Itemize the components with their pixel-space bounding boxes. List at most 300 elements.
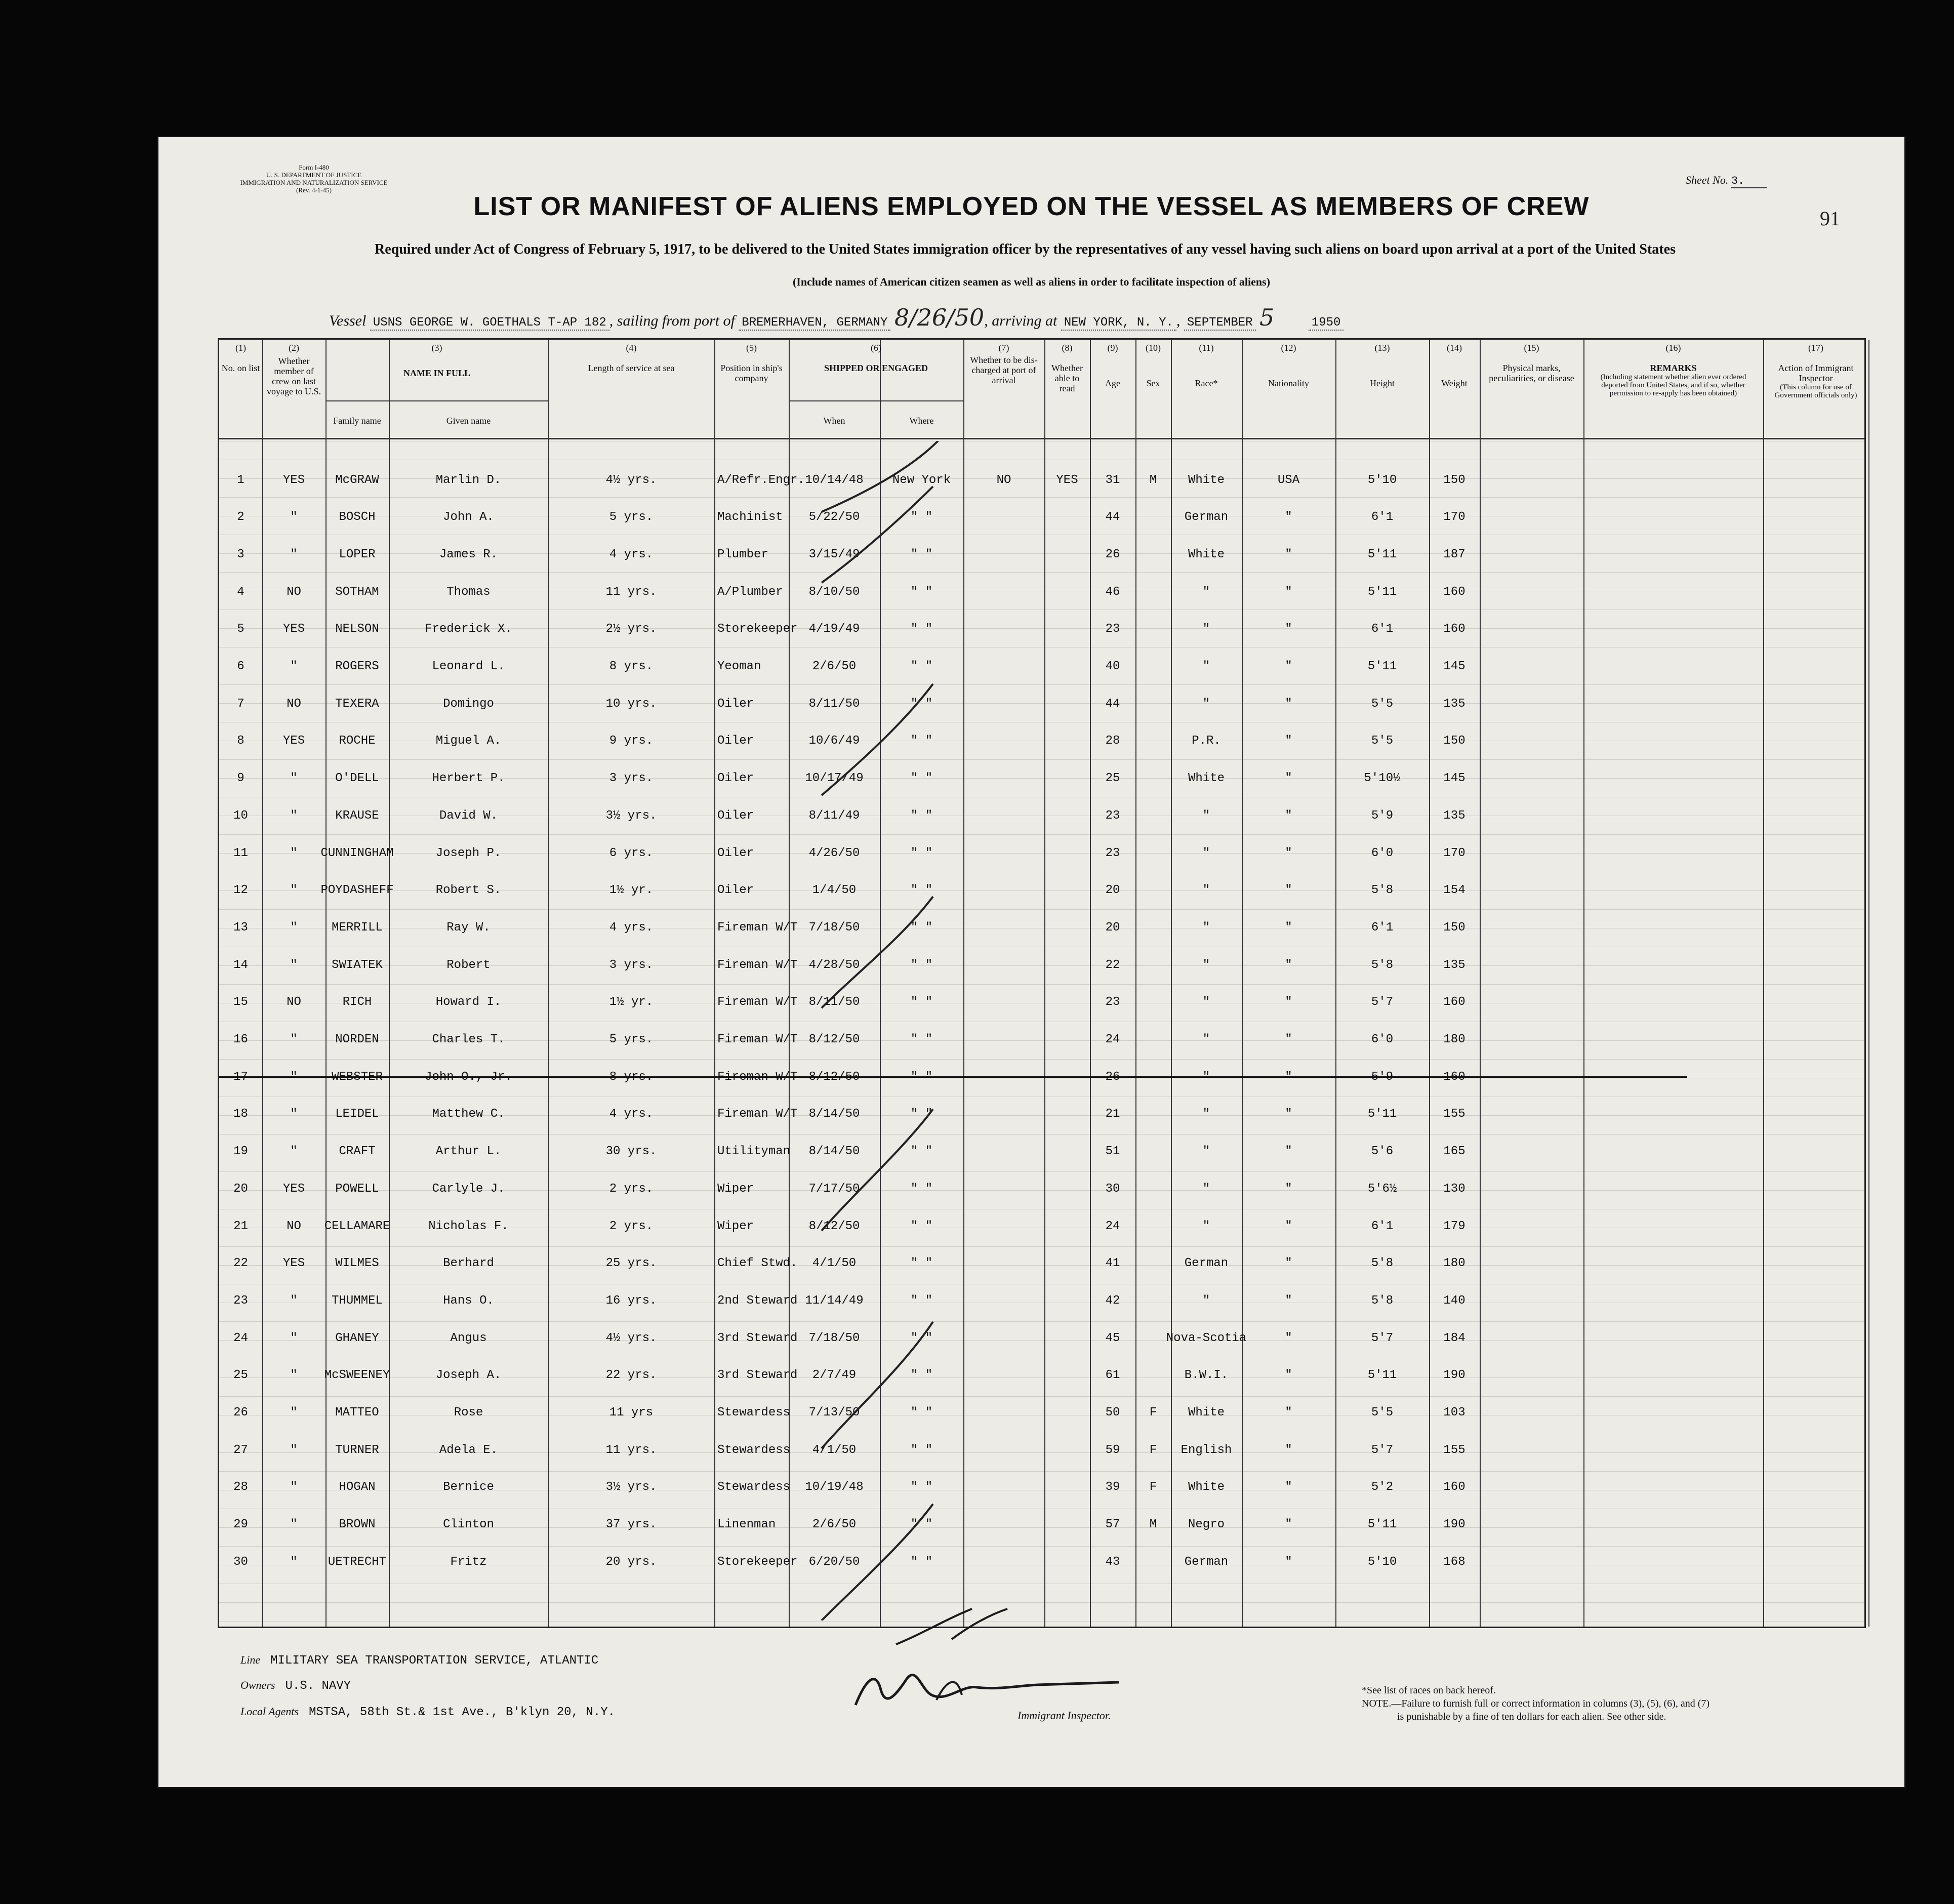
shipped-where: " " bbox=[910, 547, 933, 561]
shipped-when: 4/19/49 bbox=[808, 622, 860, 636]
nationality: " bbox=[1285, 808, 1292, 823]
service-length: 4 yrs. bbox=[609, 547, 654, 561]
previous-voyage: NO bbox=[287, 697, 301, 711]
position: Stewardess bbox=[717, 1406, 791, 1420]
discharged bbox=[963, 760, 1044, 797]
race: " bbox=[1202, 1070, 1210, 1084]
service-length: 5 yrs. bbox=[609, 1033, 654, 1046]
discharged bbox=[963, 1096, 1044, 1133]
pen-mark bbox=[891, 1604, 1012, 1649]
race: B.W.I. bbox=[1184, 1368, 1229, 1383]
family-name: ROGERS bbox=[335, 660, 379, 673]
race: German bbox=[1184, 1555, 1229, 1569]
col-header-nationality: (12) Nationality bbox=[1268, 343, 1309, 388]
given-name: Howard I. bbox=[435, 995, 502, 1009]
shipped-when: 10/14/48 bbox=[805, 473, 864, 487]
given-name: Fritz bbox=[450, 1555, 487, 1569]
race: White bbox=[1188, 1406, 1225, 1420]
sex: F bbox=[1149, 1480, 1157, 1494]
given-name: Charles T. bbox=[432, 1033, 505, 1046]
line-label: Line bbox=[240, 1653, 261, 1666]
given-name: Adela E. bbox=[439, 1443, 498, 1457]
weight: 150 bbox=[1443, 734, 1465, 748]
row-number: 1 bbox=[237, 473, 245, 487]
shipped-when: 10/17/49 bbox=[805, 772, 864, 786]
height: 5'11 bbox=[1367, 547, 1397, 561]
able-to-read bbox=[1044, 909, 1090, 946]
race: White bbox=[1188, 547, 1225, 561]
races-note: *See list of races on back hereof. bbox=[1362, 1685, 1496, 1696]
penalty-note-continued: is punishable by a fine of ten dollars for each alien. See other side. bbox=[1397, 1711, 1666, 1722]
shipped-when: 8/12/50 bbox=[808, 1033, 860, 1046]
form-identifier bbox=[233, 164, 395, 194]
previous-voyage: YES bbox=[282, 1182, 305, 1196]
family-name: WILMES bbox=[335, 1257, 379, 1271]
row-number: 19 bbox=[233, 1145, 248, 1159]
able-to-read bbox=[1044, 611, 1090, 648]
previous-voyage: " bbox=[290, 772, 298, 786]
race: " bbox=[1202, 846, 1210, 860]
height: 5'2 bbox=[1371, 1480, 1394, 1494]
shipped-where: " " bbox=[910, 510, 933, 524]
given-name: Miguel A. bbox=[435, 734, 502, 748]
vessel-name: USNS GEORGE W. GOETHALS T-AP 182 bbox=[370, 316, 609, 331]
height: 6'0 bbox=[1371, 1033, 1394, 1046]
row-number: 9 bbox=[237, 772, 245, 786]
height: 5'8 bbox=[1371, 883, 1394, 898]
discharged bbox=[963, 834, 1044, 872]
position: A/Plumber bbox=[717, 585, 783, 599]
discharged bbox=[963, 1394, 1044, 1432]
height: 5'5 bbox=[1371, 697, 1394, 711]
shipped-where: " " bbox=[910, 1480, 933, 1494]
shipped-where: " " bbox=[910, 1219, 933, 1233]
discharged bbox=[963, 984, 1044, 1021]
nationality: " bbox=[1285, 660, 1292, 673]
position: Oiler bbox=[717, 734, 754, 748]
shipped-when: 2/6/50 bbox=[812, 660, 857, 673]
col-header-family-name: Family name bbox=[333, 416, 381, 426]
discharged bbox=[963, 1021, 1044, 1059]
nationality: " bbox=[1285, 883, 1292, 898]
weight: 135 bbox=[1443, 697, 1465, 711]
previous-voyage: " bbox=[290, 1518, 298, 1532]
col-header-able-to-read: (8) Whether able to read bbox=[1051, 343, 1083, 393]
able-to-read bbox=[1044, 1319, 1090, 1357]
shipped-where: " " bbox=[910, 883, 933, 898]
position: Wiper bbox=[717, 1219, 754, 1233]
inspector-tick-marks bbox=[817, 441, 968, 1621]
revision: (Rev. 4-1-45) bbox=[296, 186, 332, 194]
height: 5'5 bbox=[1371, 734, 1394, 748]
nationality: " bbox=[1285, 1480, 1292, 1494]
sex: M bbox=[1149, 1518, 1157, 1532]
shipped-when: 2/6/50 bbox=[812, 1518, 857, 1532]
able-to-read bbox=[1044, 984, 1090, 1021]
age: 41 bbox=[1105, 1257, 1120, 1271]
sex bbox=[1135, 1170, 1171, 1207]
discharged bbox=[963, 722, 1044, 760]
inspector-label: Immigrant Inspector. bbox=[1017, 1709, 1111, 1722]
sex bbox=[1135, 1245, 1171, 1282]
arrival-port: NEW YORK, N. Y. bbox=[1061, 316, 1176, 331]
row-number: 6 bbox=[237, 660, 245, 673]
discharged bbox=[963, 1207, 1044, 1245]
height: 6'1 bbox=[1371, 920, 1394, 935]
discharged bbox=[963, 1170, 1044, 1207]
position: Stewardess bbox=[717, 1443, 791, 1457]
given-name: James R. bbox=[439, 547, 498, 561]
discharged bbox=[963, 1245, 1044, 1282]
position: Stewardess bbox=[717, 1480, 791, 1494]
col-header-number: (1) No. on list bbox=[221, 343, 260, 373]
family-name: RICH bbox=[342, 995, 372, 1009]
col-header-inspector-action: (17) Action of Immigrant Inspector (This column for use of Government officials only) bbox=[1774, 343, 1857, 399]
discharged bbox=[963, 499, 1044, 536]
handwritten-arrival-day: 5 bbox=[1259, 304, 1275, 331]
age: 23 bbox=[1105, 995, 1120, 1009]
discharged bbox=[963, 648, 1044, 685]
race: " bbox=[1202, 883, 1210, 898]
race: White bbox=[1188, 772, 1225, 786]
nationality: " bbox=[1285, 1219, 1292, 1233]
height: 5'9 bbox=[1371, 808, 1394, 823]
departure-port: BREMERHAVEN, GERMANY bbox=[739, 316, 890, 331]
weight: 187 bbox=[1443, 547, 1465, 561]
form-number: Form I-480 bbox=[299, 164, 329, 171]
row-number: 20 bbox=[233, 1182, 248, 1196]
given-name: Frederick X. bbox=[425, 622, 512, 636]
weight: 180 bbox=[1443, 1033, 1465, 1046]
manifest-sheet bbox=[157, 136, 1906, 1789]
weight: 170 bbox=[1443, 510, 1465, 524]
previous-voyage: " bbox=[290, 958, 298, 972]
sex bbox=[1135, 946, 1171, 984]
given-name: Matthew C. bbox=[432, 1107, 505, 1121]
height: 5'11 bbox=[1367, 1107, 1397, 1121]
col-header-physical-marks: (15) Physical marks, peculiarities, or disease bbox=[1489, 343, 1574, 383]
given-name: Clinton bbox=[443, 1518, 494, 1532]
age: 42 bbox=[1105, 1293, 1120, 1308]
previous-voyage: " bbox=[290, 1406, 298, 1420]
service-length: 4 yrs. bbox=[609, 1107, 654, 1121]
shipped-when: 10/6/49 bbox=[808, 734, 860, 748]
department: U. S. DEPARTMENT OF JUSTICE bbox=[266, 171, 362, 179]
family-name: POWELL bbox=[335, 1182, 379, 1196]
family-name: ROCHE bbox=[339, 734, 376, 748]
discharged bbox=[963, 872, 1044, 909]
service-length: 8 yrs. bbox=[609, 1070, 654, 1084]
position: Fireman W/T bbox=[717, 1070, 798, 1084]
age: 24 bbox=[1105, 1219, 1120, 1233]
nationality: " bbox=[1285, 1443, 1292, 1457]
sex bbox=[1135, 1319, 1171, 1357]
service-length: 4 yrs. bbox=[609, 920, 654, 935]
position: 3rd Steward bbox=[717, 1368, 798, 1383]
able-to-read: YES bbox=[1056, 473, 1078, 487]
shipped-when: 10/19/48 bbox=[805, 1480, 864, 1494]
row-number: 27 bbox=[233, 1443, 248, 1457]
service-length: 9 yrs. bbox=[609, 734, 654, 748]
weight: 145 bbox=[1443, 772, 1465, 786]
shipped-when: 4/1/50 bbox=[812, 1257, 857, 1271]
shipped-where: " " bbox=[910, 1257, 933, 1271]
race: " bbox=[1202, 958, 1210, 972]
able-to-read bbox=[1044, 1543, 1090, 1581]
sex bbox=[1135, 536, 1171, 573]
weight: 150 bbox=[1443, 473, 1465, 487]
race: " bbox=[1202, 1182, 1210, 1196]
service-length: 2½ yrs. bbox=[605, 622, 657, 636]
height: 5'10 bbox=[1367, 1555, 1397, 1569]
weight: 160 bbox=[1443, 1070, 1465, 1084]
able-to-read bbox=[1044, 872, 1090, 909]
col-header-age: (9) Age bbox=[1105, 343, 1120, 388]
row-number: 28 bbox=[233, 1480, 248, 1494]
shipped-where: " " bbox=[910, 808, 933, 823]
shipped-where: " " bbox=[910, 1368, 933, 1383]
service-length: 2 yrs. bbox=[609, 1182, 654, 1196]
family-name: McSWEENEY bbox=[324, 1368, 390, 1383]
col-header-discharged: (7) Whether to be dis-charged at port of arrival bbox=[970, 343, 1038, 385]
position: Machinist bbox=[717, 510, 783, 524]
service-length: 11 yrs. bbox=[605, 585, 657, 599]
shipped-where: " " bbox=[910, 995, 933, 1009]
discharged bbox=[963, 1282, 1044, 1319]
age: 40 bbox=[1105, 660, 1120, 673]
arrival-month: SEPTEMBER bbox=[1184, 316, 1256, 331]
previous-voyage: " bbox=[290, 1145, 298, 1159]
weight: 155 bbox=[1443, 1107, 1465, 1121]
race: " bbox=[1202, 808, 1210, 823]
service-length: 16 yrs. bbox=[605, 1293, 657, 1308]
agents-field bbox=[240, 1705, 615, 1719]
weight: 135 bbox=[1443, 808, 1465, 823]
shipped-when: 7/13/50 bbox=[808, 1406, 860, 1420]
height: 5'11 bbox=[1367, 1518, 1397, 1532]
row-number: 17 bbox=[233, 1070, 248, 1084]
nationality: " bbox=[1285, 585, 1292, 599]
nationality: " bbox=[1285, 697, 1292, 711]
discharged bbox=[963, 797, 1044, 834]
owners-label: Owners bbox=[240, 1679, 275, 1691]
given-name: Joseph A. bbox=[435, 1368, 502, 1383]
age: 51 bbox=[1105, 1145, 1120, 1159]
shipped-when: 5/22/50 bbox=[808, 510, 860, 524]
age: 24 bbox=[1105, 1033, 1120, 1046]
sex bbox=[1135, 722, 1171, 760]
previous-voyage: " bbox=[290, 1033, 298, 1046]
given-name: Joseph P. bbox=[435, 846, 502, 860]
service-length: 5 yrs. bbox=[609, 510, 654, 524]
row-number: 25 bbox=[233, 1368, 248, 1383]
previous-voyage: " bbox=[290, 1331, 298, 1345]
shipped-when: 7/17/50 bbox=[808, 1182, 860, 1196]
nationality: " bbox=[1285, 1555, 1292, 1569]
position: 2nd Steward bbox=[717, 1293, 798, 1308]
shipped-where: " " bbox=[910, 734, 933, 748]
arrival-year: 1950 bbox=[1309, 316, 1344, 331]
family-name: CELLAMARE bbox=[324, 1219, 390, 1233]
given-name: Bernice bbox=[443, 1480, 494, 1494]
sex bbox=[1135, 1282, 1171, 1319]
previous-voyage: YES bbox=[282, 622, 305, 636]
shipped-when: 11/14/49 bbox=[805, 1293, 864, 1308]
able-to-read bbox=[1044, 1096, 1090, 1133]
service-length: 10 yrs. bbox=[605, 697, 657, 711]
row-number: 23 bbox=[233, 1293, 248, 1308]
shipped-where: " " bbox=[910, 958, 933, 972]
family-name: MATTEO bbox=[335, 1406, 379, 1420]
weight: 103 bbox=[1443, 1406, 1465, 1420]
sex bbox=[1135, 499, 1171, 536]
family-name: LOPER bbox=[339, 547, 376, 561]
previous-voyage: YES bbox=[282, 473, 305, 487]
able-to-read bbox=[1044, 1469, 1090, 1506]
race: " bbox=[1202, 585, 1210, 599]
previous-voyage: " bbox=[290, 547, 298, 561]
age: 21 bbox=[1105, 1107, 1120, 1121]
shipped-when: 8/12/50 bbox=[808, 1070, 860, 1084]
shipped-when: 1/4/50 bbox=[812, 883, 857, 898]
service-length: 8 yrs. bbox=[609, 660, 654, 673]
family-name: WEBSTER bbox=[332, 1070, 383, 1084]
discharged bbox=[963, 573, 1044, 611]
sex bbox=[1135, 1357, 1171, 1394]
shipped-where: " " bbox=[910, 1443, 933, 1457]
shipped-where: " " bbox=[910, 1406, 933, 1420]
row-number: 29 bbox=[233, 1518, 248, 1532]
arriving-label: , arriving at bbox=[984, 312, 1057, 329]
height: 5'8 bbox=[1371, 958, 1394, 972]
shipped-where: " " bbox=[910, 772, 933, 786]
nationality: " bbox=[1285, 1033, 1292, 1046]
col-header-when: When bbox=[823, 416, 845, 426]
sex bbox=[1135, 1096, 1171, 1133]
document-subnote: (Include names of American citizen seamen as well as aliens in order to facilitate inspection of aliens) bbox=[792, 275, 1271, 288]
position: Plumber bbox=[717, 547, 768, 561]
given-name: Herbert P. bbox=[432, 772, 505, 786]
given-name: Leonard L. bbox=[432, 660, 505, 673]
weight: 135 bbox=[1443, 958, 1465, 972]
previous-voyage: NO bbox=[287, 1219, 301, 1233]
row-number: 12 bbox=[233, 883, 248, 898]
row-number: 30 bbox=[233, 1555, 248, 1569]
previous-voyage: " bbox=[290, 1368, 298, 1383]
able-to-read bbox=[1044, 1394, 1090, 1432]
position: Storekeeper bbox=[717, 1555, 798, 1569]
age: 26 bbox=[1105, 1070, 1120, 1084]
height: 6'0 bbox=[1371, 846, 1394, 860]
inspector-signature bbox=[845, 1659, 1129, 1715]
family-name: SOTHAM bbox=[335, 585, 379, 599]
row-number: 4 bbox=[237, 585, 245, 599]
age: 23 bbox=[1105, 622, 1120, 636]
given-name: Domingo bbox=[443, 697, 494, 711]
height: 5'5 bbox=[1371, 1406, 1394, 1420]
family-name: SWIATEK bbox=[332, 958, 383, 972]
height: 6'1 bbox=[1371, 1219, 1394, 1233]
position: Utilityman bbox=[717, 1145, 791, 1159]
service-length: 1½ yr. bbox=[609, 995, 654, 1009]
row-number: 14 bbox=[233, 958, 248, 972]
service-length: 6 yrs. bbox=[609, 846, 654, 860]
given-name: Rose bbox=[454, 1406, 483, 1420]
position: Fireman W/T bbox=[717, 958, 798, 972]
height: 5'7 bbox=[1371, 1443, 1394, 1457]
shipped-when: 4/1/50 bbox=[812, 1443, 857, 1457]
age: 57 bbox=[1105, 1518, 1120, 1532]
weight: 170 bbox=[1443, 846, 1465, 860]
sex bbox=[1135, 1021, 1171, 1059]
vessel-label: Vessel bbox=[329, 312, 367, 329]
weight: 190 bbox=[1443, 1518, 1465, 1532]
nationality: " bbox=[1285, 995, 1292, 1009]
age: 23 bbox=[1105, 846, 1120, 860]
height: 5'11 bbox=[1367, 585, 1397, 599]
height: 5'11 bbox=[1367, 1368, 1397, 1383]
race: Nova-Scotia bbox=[1166, 1331, 1247, 1345]
line-field bbox=[240, 1653, 598, 1668]
given-name: Robert bbox=[446, 958, 491, 972]
able-to-read bbox=[1044, 573, 1090, 611]
able-to-read bbox=[1044, 1357, 1090, 1394]
row-number: 15 bbox=[233, 995, 248, 1009]
row-number: 10 bbox=[233, 808, 248, 823]
position: Fireman W/T bbox=[717, 1033, 798, 1046]
agents-label: Local Agents bbox=[240, 1705, 299, 1718]
owners-value: U.S. NAVY bbox=[285, 1679, 351, 1693]
given-name: Arthur L. bbox=[435, 1145, 502, 1159]
race: German bbox=[1184, 510, 1229, 524]
col-header-race: (11) Race* bbox=[1195, 343, 1218, 388]
service-length: 3 yrs. bbox=[609, 772, 654, 786]
previous-voyage: " bbox=[290, 660, 298, 673]
given-name: Hans O. bbox=[443, 1293, 494, 1308]
able-to-read bbox=[1044, 648, 1090, 685]
position: Oiler bbox=[717, 808, 754, 823]
shipped-when: 8/11/49 bbox=[808, 808, 860, 823]
age: 39 bbox=[1105, 1480, 1120, 1494]
able-to-read bbox=[1044, 1170, 1090, 1207]
shipped-when: 8/11/50 bbox=[808, 697, 860, 711]
given-name: Thomas bbox=[446, 585, 491, 599]
family-name: UETRECHT bbox=[328, 1555, 387, 1569]
shipped-where: New York bbox=[892, 473, 951, 487]
weight: 190 bbox=[1443, 1368, 1465, 1383]
age: 25 bbox=[1105, 772, 1120, 786]
previous-voyage: " bbox=[290, 1443, 298, 1457]
previous-voyage: YES bbox=[282, 734, 305, 748]
sex: F bbox=[1149, 1443, 1157, 1457]
discharged bbox=[963, 611, 1044, 648]
nationality: USA bbox=[1277, 473, 1300, 487]
penalty-note: NOTE.—Failure to furnish full or correct information in columns (3), (5), (6), and (7) bbox=[1362, 1698, 1710, 1709]
age: 50 bbox=[1105, 1406, 1120, 1420]
family-name: MERRILL bbox=[332, 920, 383, 935]
sex bbox=[1135, 573, 1171, 611]
service-length: 3½ yrs. bbox=[605, 1480, 657, 1494]
discharged bbox=[963, 909, 1044, 946]
service-length: 4½ yrs. bbox=[605, 1331, 657, 1345]
line-value: MILITARY SEA TRANSPORTATION SERVICE, ATLANTIC bbox=[270, 1654, 599, 1668]
sex bbox=[1135, 760, 1171, 797]
nationality: " bbox=[1285, 1406, 1292, 1420]
row-number: 8 bbox=[237, 734, 245, 748]
row-number: 3 bbox=[237, 547, 245, 561]
age: 26 bbox=[1105, 547, 1120, 561]
position: Wiper bbox=[717, 1182, 754, 1196]
